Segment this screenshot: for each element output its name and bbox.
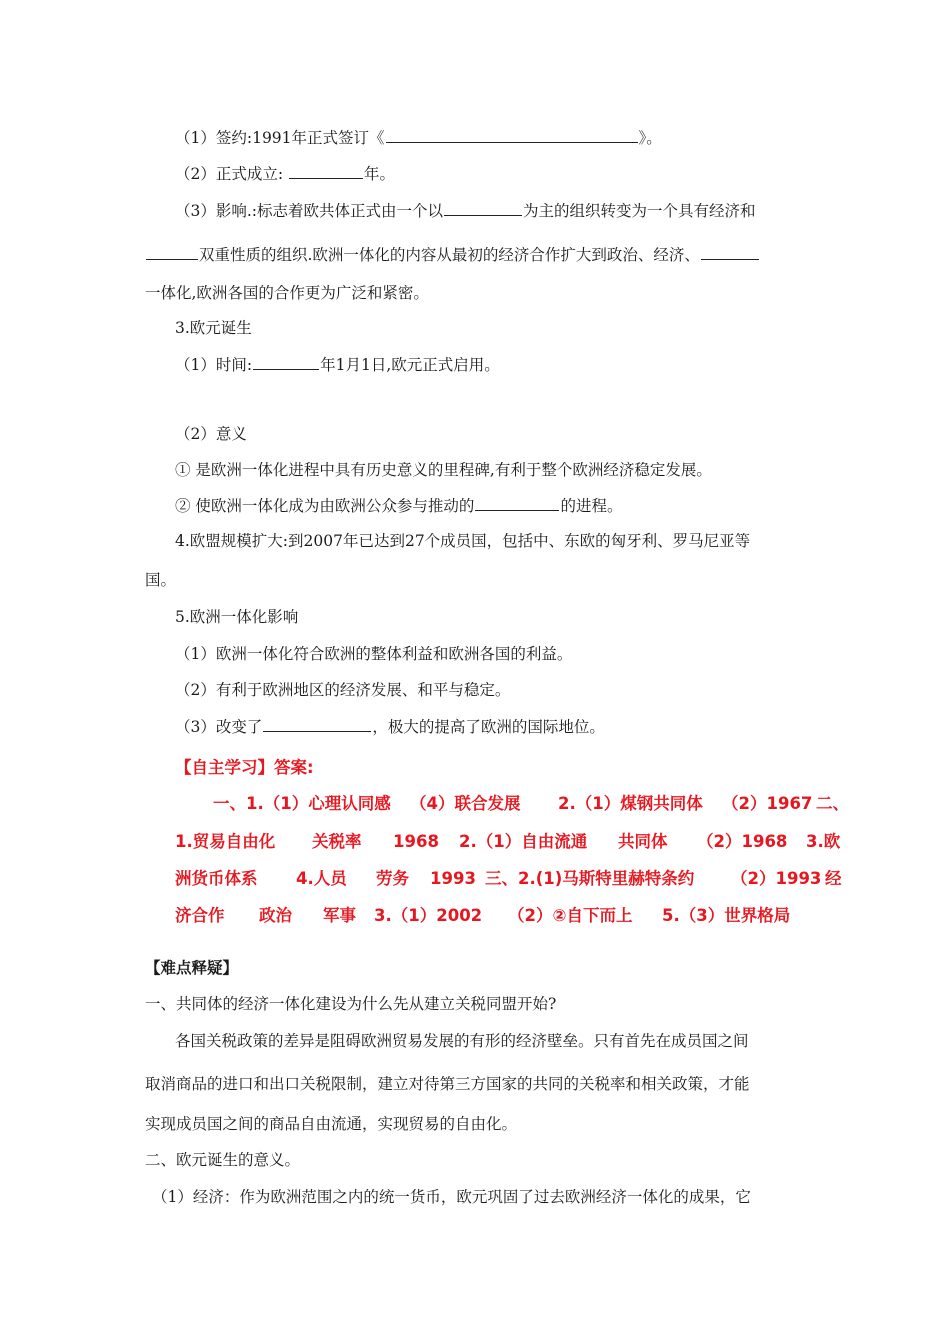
answer-item: 三、2.(1)马斯特里赫特条约 bbox=[485, 869, 695, 888]
difficult-heading: 【难点释疑】 bbox=[145, 958, 239, 977]
answer-item: 劳务 bbox=[376, 869, 409, 888]
blank-year-established[interactable] bbox=[289, 163, 363, 179]
blank-process[interactable] bbox=[475, 495, 559, 511]
answer-item: （2）1968 bbox=[697, 832, 788, 851]
answer-item: 关税率 bbox=[312, 832, 362, 851]
euro-time-text-end: 年1月1日,欧元正式启用。 bbox=[320, 356, 500, 374]
answer-item: 洲货币体系 bbox=[175, 869, 258, 888]
answer-item: 1968 bbox=[393, 832, 439, 851]
answer-item: 3.欧 bbox=[806, 832, 841, 851]
answer-item: 2.（1）自由流通 bbox=[459, 832, 588, 851]
impact-text: （3）改变了 bbox=[175, 718, 263, 736]
answer-item: 共同体 bbox=[618, 832, 668, 851]
difficult-paragraph-3: 实现成员国之间的商品自由流通，实现贸易的自由化。 bbox=[145, 1115, 518, 1133]
established-text: （2）正式成立: bbox=[175, 165, 289, 183]
eu-expansion-line: 4.欧盟规模扩大:到2007年已达到27个成员国，包括中、东欧的匈牙利、罗马尼亚等 bbox=[175, 532, 751, 550]
significance-item-2 bbox=[175, 495, 622, 516]
impact-item-3 bbox=[175, 716, 605, 737]
established-line bbox=[175, 163, 395, 184]
difficult-paragraph-1: 各国关税政策的差异是阻碍欧洲贸易发展的有形的经济壁垒。只有首先在成员国之间 bbox=[175, 1032, 749, 1050]
euro-time-line bbox=[175, 354, 500, 375]
blank-dual-nature[interactable] bbox=[146, 244, 198, 260]
influence-text-2: 双重性质的组织.欧洲一体化的内容从最初的经济合作扩大到政治、经济、 bbox=[199, 246, 700, 264]
impact-item-1: （1）欧洲一体化符合欧洲的整体利益和欧洲各国的利益。 bbox=[175, 645, 573, 663]
eu-expansion-line-2: 国。 bbox=[145, 571, 177, 589]
impact-text-end: ，极大的提高了欧洲的国际地位。 bbox=[372, 718, 605, 736]
answers-heading: 【自主学习】答案: bbox=[175, 758, 314, 777]
influence-line bbox=[175, 200, 756, 221]
influence-text-end: 为主的组织转变为一个具有经济和 bbox=[523, 202, 756, 220]
answer-item: 政治 bbox=[259, 906, 292, 925]
sign-line bbox=[175, 127, 662, 148]
difficult-question-2: 二、欧元诞生的意义。 bbox=[145, 1151, 301, 1169]
significance-item-1: ① 是欧洲一体化进程中具有历史意义的里程碑,有利于整个欧洲经济稳定发展。 bbox=[175, 461, 712, 479]
answer-item: 2.（1）煤钢共同体 bbox=[558, 794, 703, 813]
influence-line-3: 一体化,欧洲各国的合作更为广泛和紧密。 bbox=[145, 284, 429, 302]
difficult-question-1: 一、共同体的经济一体化建设为什么先从建立关税同盟开始? bbox=[145, 995, 557, 1013]
blank-organization-type[interactable] bbox=[444, 200, 522, 216]
influence-line-2 bbox=[145, 244, 760, 265]
answer-item: 经 bbox=[825, 869, 842, 888]
answer-item: 4.人员 bbox=[296, 869, 347, 888]
answer-item: 二、 bbox=[816, 794, 849, 813]
sign-text-end: 》。 bbox=[638, 129, 662, 147]
answer-item: 济合作 bbox=[175, 906, 225, 925]
difficult-paragraph-2: 取消商品的进口和出口关税限制，建立对待第三方国家的共同的关税率和相关政策，才能 bbox=[145, 1075, 750, 1093]
answer-item: 3.（1）2002 bbox=[374, 906, 483, 925]
significance-text: ② 使欧洲一体化成为由欧洲公众参与推动的 bbox=[175, 497, 475, 515]
blank-treaty[interactable] bbox=[386, 127, 638, 143]
answer-item: 5.（3）世界格局 bbox=[662, 906, 791, 925]
answer-item: （2）1967 bbox=[722, 794, 813, 813]
euro-birth-heading: 3.欧元诞生 bbox=[175, 319, 252, 337]
sign-text: （1）签约:1991年正式签订《 bbox=[175, 129, 385, 147]
blank-world-pattern[interactable] bbox=[263, 716, 371, 732]
integration-impact-heading: 5.欧洲一体化影响 bbox=[175, 608, 299, 626]
answer-item: 军事 bbox=[323, 906, 356, 925]
significance-text-end: 的进程。 bbox=[560, 497, 623, 515]
blank-euro-year[interactable] bbox=[253, 354, 319, 370]
euro-time-text: （1）时间: bbox=[175, 356, 253, 374]
influence-text: （3）影响.:标志着欧共体正式由一个以 bbox=[175, 202, 444, 220]
answer-item: （4）联合发展 bbox=[410, 794, 521, 813]
answer-item: （2）1993 bbox=[731, 869, 822, 888]
answer-item: 1.贸易自由化 bbox=[175, 832, 276, 851]
answer-item: （2）②自下而上 bbox=[508, 906, 633, 925]
answer-item: 1993 bbox=[430, 869, 476, 888]
significance-heading: （2）意义 bbox=[175, 425, 247, 443]
difficult-paragraph-4: （1）经济：作为欧洲范围之内的统一货币，欧元巩固了过去欧洲经济一体化的成果，它 bbox=[152, 1188, 751, 1206]
impact-item-2: （2）有利于欧洲地区的经济发展、和平与稳定。 bbox=[175, 681, 511, 699]
blank-integration-scope[interactable] bbox=[701, 244, 759, 260]
answer-item: 一、1.（1）心理认同感 bbox=[213, 794, 391, 813]
established-text-end: 年。 bbox=[364, 165, 396, 183]
